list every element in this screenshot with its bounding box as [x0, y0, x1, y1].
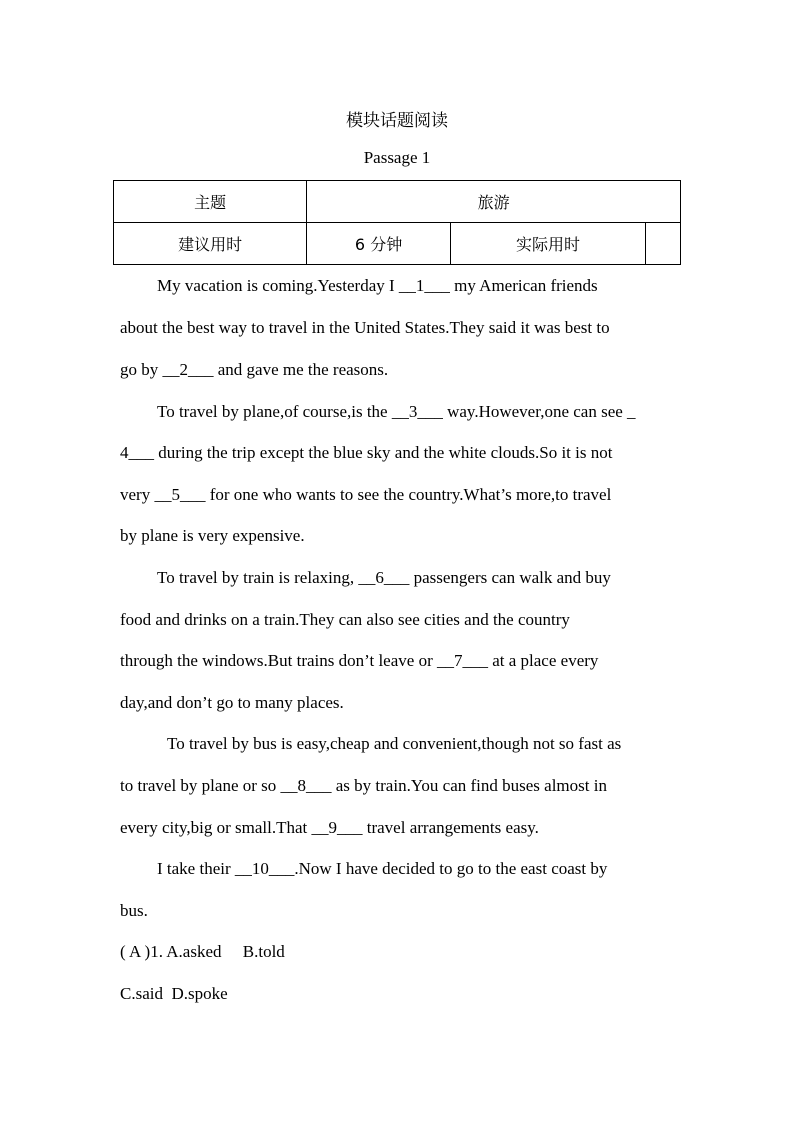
- table-row: [114, 223, 681, 265]
- topic-value-cell: 旅游: [307, 181, 681, 223]
- topic-label-cell: 主题: [114, 181, 307, 223]
- document-title: 模块话题阅读: [346, 111, 448, 131]
- passage-line: to travel by plane or so __8___ as by train.You can find buses almost in: [120, 776, 607, 795]
- passage-line: food and drinks on a train.They can also see cities and the country: [120, 610, 570, 629]
- passage-line: by plane is very expensive.: [120, 526, 305, 545]
- actual-time-label-cell: 实际用时: [450, 223, 645, 265]
- passage-line: I take their __10___.Now I have decided to go to the east coast by: [157, 859, 608, 878]
- passage-line: bus.: [120, 901, 148, 920]
- passage-line: My vacation is coming.Yesterday I __1___ my American friends: [157, 276, 598, 295]
- passage-number: Passage 1: [363, 148, 431, 167]
- info-table: [113, 180, 681, 265]
- suggested-time-value-cell: 6 分钟: [307, 223, 451, 265]
- passage-line: To travel by train is relaxing, __6___ passengers can walk and buy: [157, 568, 611, 587]
- passage-line: go by __2___ and gave me the reasons.: [120, 360, 389, 379]
- passage-line: 4___ during the trip except the blue sky and the white clouds.So it is not: [120, 443, 613, 462]
- passage-line: every city,big or small.That __9___ travel arrangements easy.: [120, 818, 539, 837]
- question-1-line: ( A )1. A.asked B.told: [120, 942, 285, 961]
- question-1-options: C.said D.spoke: [120, 984, 228, 1003]
- passage-line: very __5___ for one who wants to see the country.What’s more,to travel: [120, 485, 612, 504]
- passage-line: through the windows.But trains don’t leave or __7___ at a place every: [120, 651, 599, 670]
- passage-line: To travel by plane,of course,is the __3___ way.However,one can see _: [157, 402, 636, 421]
- table-row: [114, 181, 681, 223]
- passage-line: To travel by bus is easy,cheap and convenient,though not so fast as: [167, 734, 622, 753]
- actual-time-value-cell: [646, 223, 681, 265]
- suggested-time-label-cell: 建议用时: [114, 223, 307, 265]
- passage-line: day,and don’t go to many places.: [120, 693, 344, 712]
- passage-line: about the best way to travel in the United States.They said it was best to: [120, 318, 610, 337]
